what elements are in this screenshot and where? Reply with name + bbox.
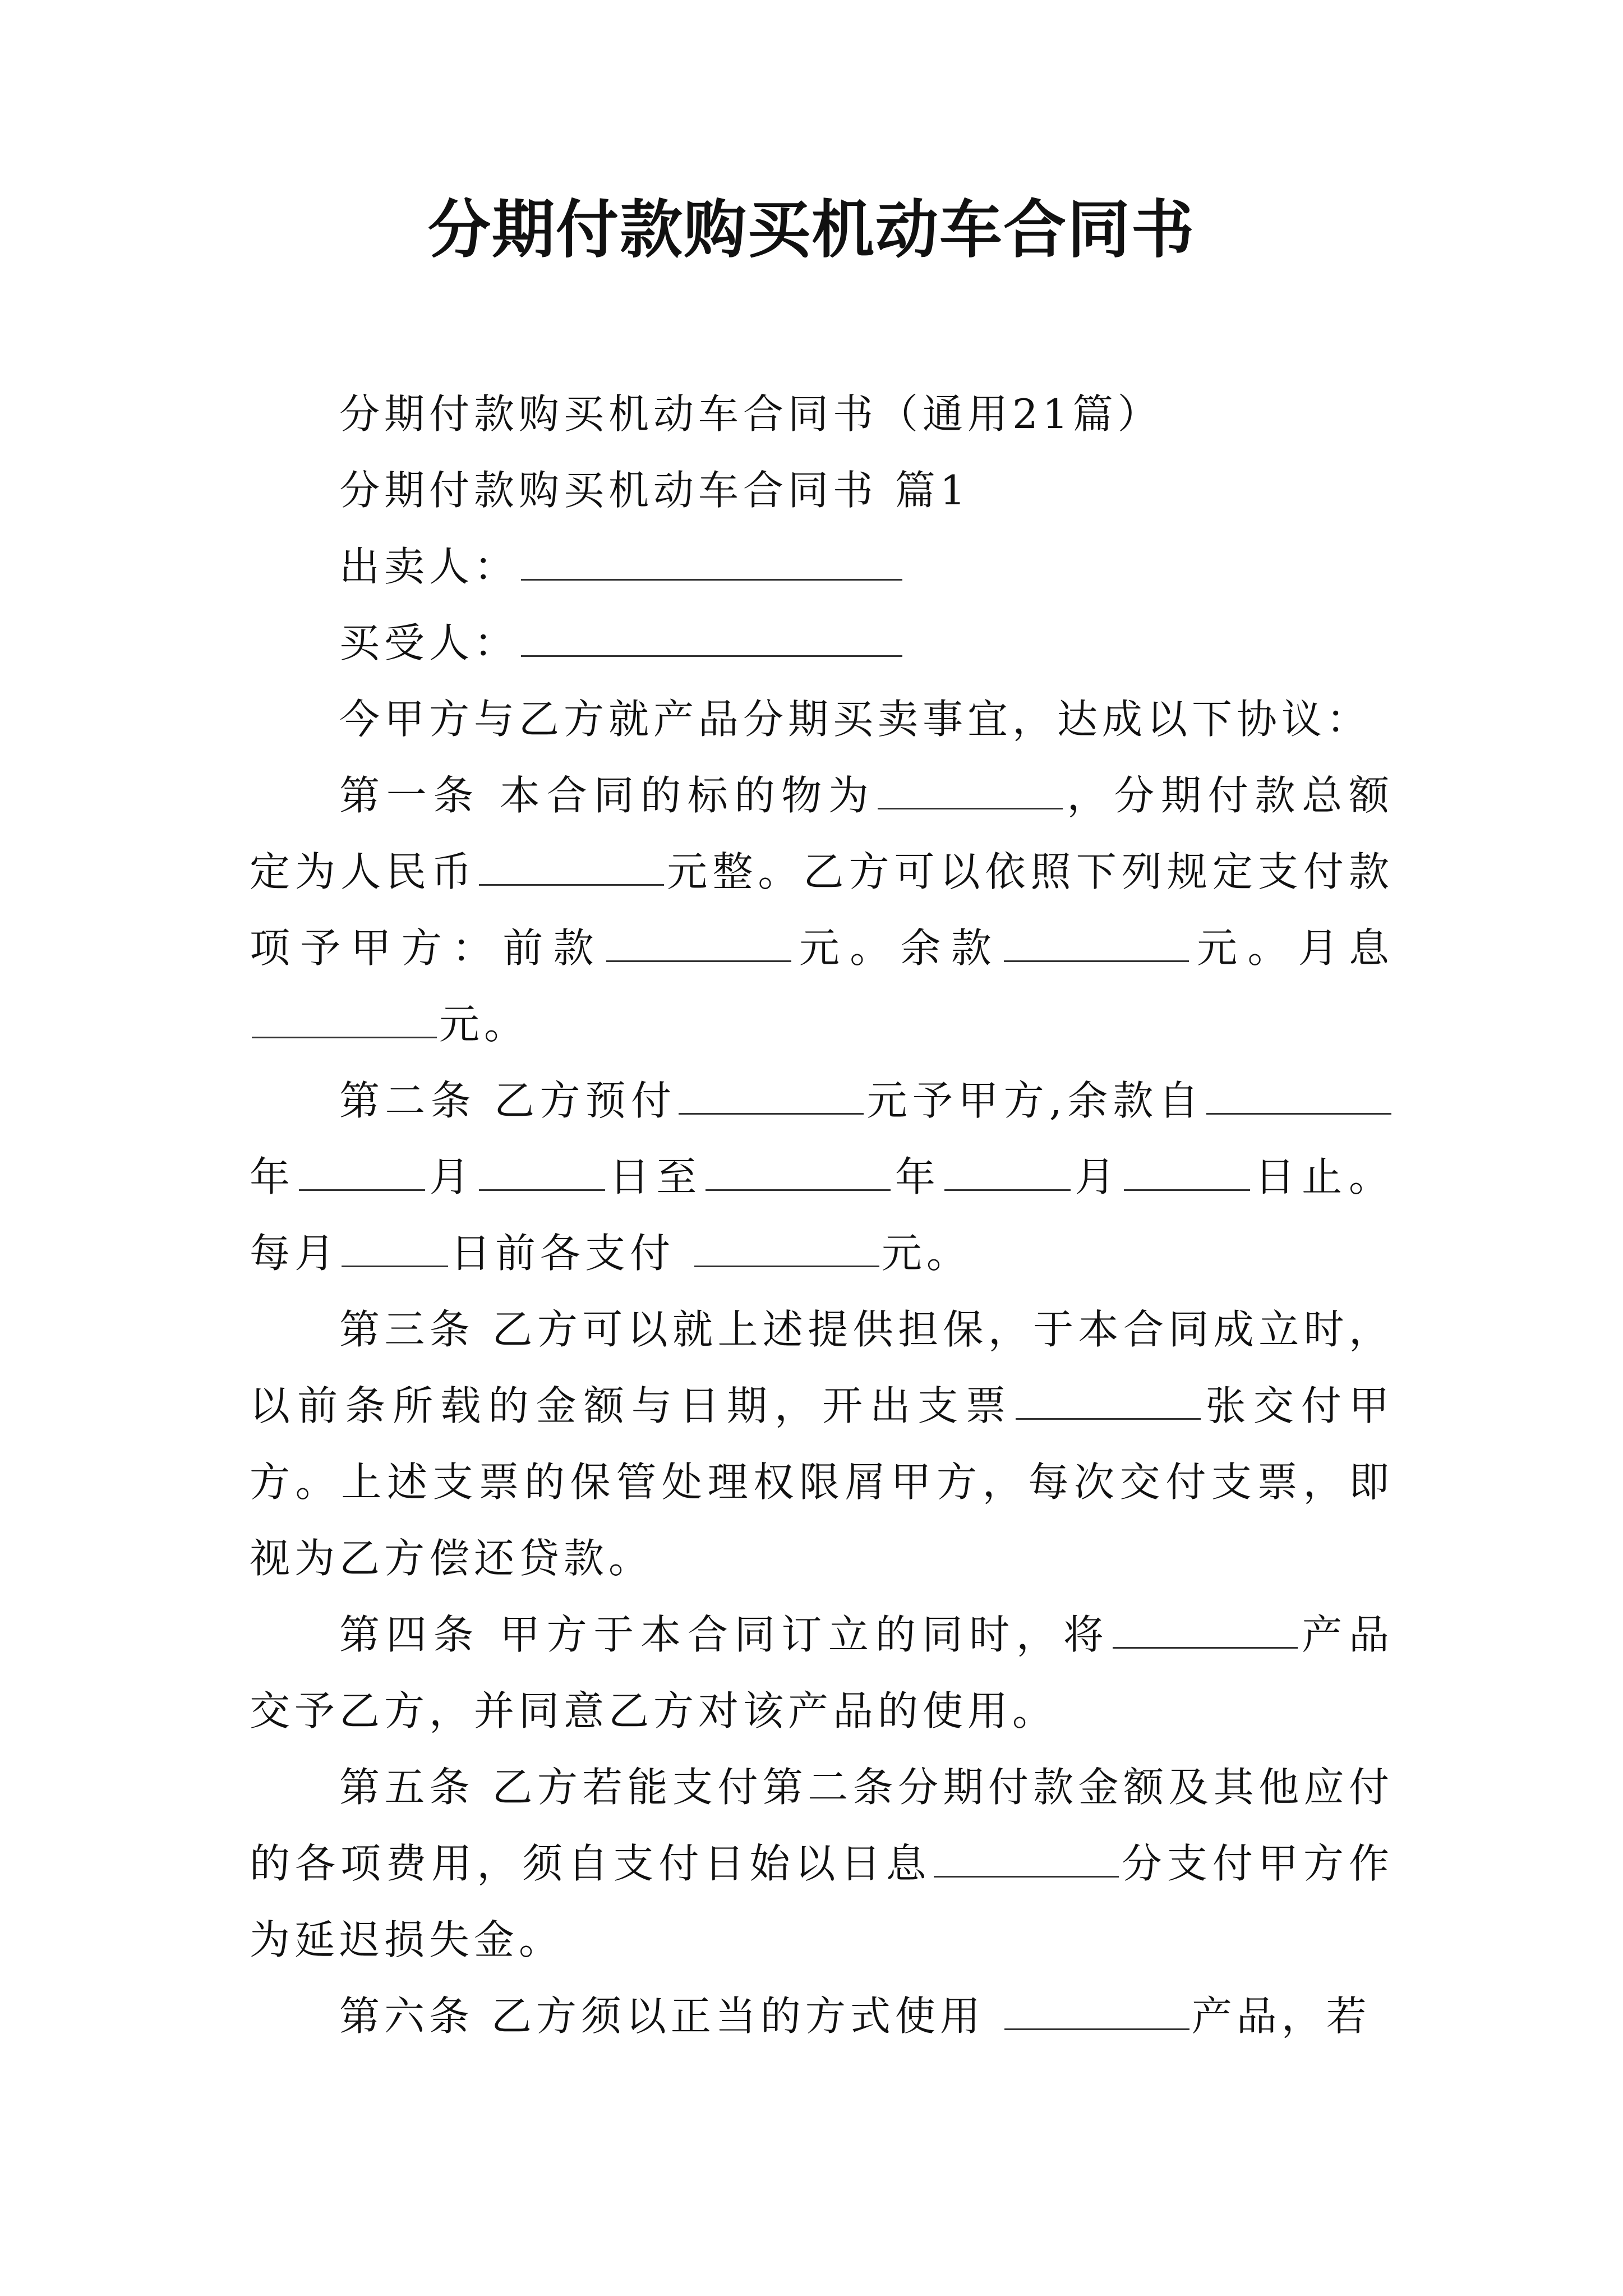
art2-text: 日至 [607, 1153, 704, 1200]
art5-text: 分支付甲方作为延迟损失金。 [250, 1840, 1394, 1963]
art6-text: 第六条 乙方须以正当的方式使用 [339, 1993, 1002, 2040]
blank [1124, 1150, 1250, 1191]
blank [878, 769, 1063, 809]
seller-blank [521, 540, 902, 581]
blank [706, 1150, 891, 1191]
article-2 [250, 1062, 1394, 1291]
buyer-blank [521, 616, 902, 657]
subtitle: 分期付款购买机动车合同书（通用21篇） [339, 390, 1163, 438]
art3-text: 第三条 乙方可以就上述提供担保，于本合同成立时，以前条所载的金额与日期，开出支票 [250, 1306, 1394, 1429]
blank [1004, 921, 1189, 962]
art1-text: ，分期付款总额定为人民币 [250, 772, 1394, 895]
article-5 [250, 1749, 1394, 1978]
art1-text: 元。余款 [793, 924, 1002, 972]
blank [1113, 1608, 1298, 1649]
art1-text: 元。月息 [1191, 924, 1394, 972]
blank [1004, 1989, 1189, 2030]
seller-line [250, 528, 1394, 605]
art4-text: 产品交予乙方，并同意乙方对该产品的使用。 [250, 1611, 1394, 1734]
art1-text: 元。 [439, 1001, 529, 1048]
art6-text: 产品，若 [1191, 1993, 1371, 2040]
blank [342, 1226, 448, 1267]
art2-text: 元予甲方,余款自 [866, 1077, 1204, 1124]
art2-text: 月 [1072, 1153, 1122, 1200]
art2-text: 年 [250, 1153, 297, 1200]
section-heading: 分期付款购买机动车合同书 篇1 [339, 467, 970, 514]
art1-text: 元整。乙方可以依照下列规定支付款项予甲方：前款 [250, 848, 1394, 972]
art2-text: 元。 [881, 1230, 971, 1277]
art2-text: 年 [893, 1153, 942, 1200]
art5-text: 第五条 乙方若能支付第二条分期付款金额及其他应付的各项费用，须自支付日始以日息 [250, 1764, 1394, 1887]
article-1 [250, 757, 1394, 1062]
blank [944, 1150, 1071, 1191]
blank [299, 1150, 425, 1191]
blank [1206, 1074, 1391, 1115]
seller-label: 出卖人： [339, 543, 519, 590]
buyer-label: 买受人： [339, 619, 519, 666]
intro-paragraph: 今甲方与乙方就产品分期买卖事宜，达成以下协议： [339, 696, 1372, 743]
art2-text: 日前各支付 [450, 1230, 692, 1277]
blank [479, 1150, 605, 1191]
article-4 [250, 1596, 1394, 1749]
article-3 [250, 1291, 1394, 1596]
document-body [250, 376, 1394, 2054]
art2-text: 月 [427, 1153, 477, 1200]
art1-text: 第一条 本合同的标的物为 [339, 772, 875, 819]
blank [694, 1226, 879, 1267]
blank [479, 845, 664, 886]
art2-text: 日止。每月 [250, 1153, 1394, 1277]
art2-text: 第二条 乙方预付 [339, 1077, 677, 1124]
buyer-line [250, 605, 1394, 681]
article-6 [250, 1978, 1394, 2054]
art4-text: 第四条 甲方于本合同订立的同时，将 [339, 1611, 1110, 1658]
blank [1016, 1379, 1201, 1420]
art3-text: 张交付甲方。上述支票的保管处理权限屑甲方，每次交付支票，即视为乙方偿还贷款。 [250, 1382, 1394, 1582]
blank [679, 1074, 864, 1115]
blank [606, 921, 791, 962]
blank [252, 997, 437, 1038]
blank [934, 1837, 1119, 1878]
document-title: 分期付款购买机动车合同书 [428, 193, 1195, 266]
